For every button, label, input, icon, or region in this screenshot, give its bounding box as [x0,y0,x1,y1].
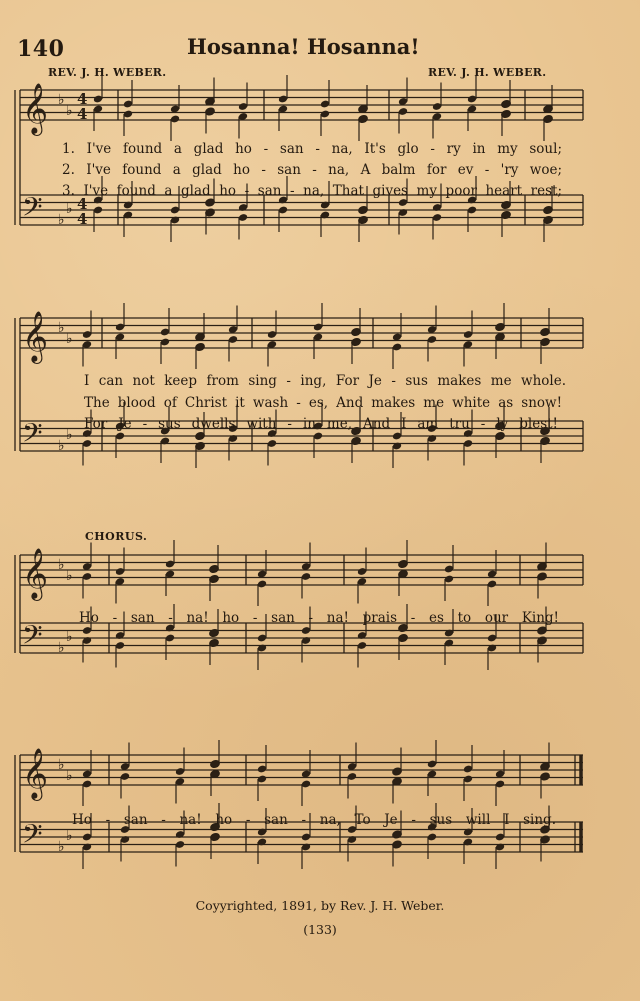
time-signature-top: 4 [77,90,88,108]
lyric-chorus-line-1: Ho - san - na! ho - san - na! prais - es to our King! [79,610,559,626]
flat-sign-icon: ♭ [58,557,65,573]
bass-clef-icon: 𝄢 [22,191,43,229]
flat-sign-icon: ♭ [58,438,65,454]
page-number: (133) [303,922,337,937]
flat-sign-icon: ♭ [66,629,73,645]
flat-sign-icon: ♭ [58,320,65,336]
flat-sign-icon: ♭ [66,568,73,584]
time-signature-bottom: 4 [77,105,88,123]
flat-sign-icon: ♭ [66,331,73,347]
flat-sign-icon: ♭ [66,768,73,784]
lyric-verse-2-line-1: 2. I've found a glad ho - san - na, A balm for ev - 'ry woe; [62,162,562,178]
flat-sign-icon: ♭ [66,201,73,217]
chorus-label: CHORUS. [85,530,148,543]
treble-clef-icon: 𝄞 [22,83,49,134]
flat-sign-icon: ♭ [58,839,65,855]
bass-clef-icon: 𝄢 [22,818,43,856]
time-signature-bottom: 4 [77,210,88,228]
lyric-verse-3-line-2: For Je - sus dwells with - in me, And I am tru - ly blest! [84,416,558,432]
treble-clef-icon: 𝄞 [22,548,49,599]
flat-sign-icon: ♭ [66,828,73,844]
lyric-verse-2-line-2: The blood of Christ it wash - es, And makes me white as snow! [84,395,562,411]
lyric-verse-3-line-1: 3. I've found a glad ho - san - na, That gives my poor heart rest; [62,183,562,199]
hymn-title: Hosanna! Hosanna! [187,34,420,59]
treble-clef-icon: 𝄞 [22,748,49,799]
lyric-chorus-line-2: Ho - san - na! ho - san - na, To Je - sus will I sing. [72,812,556,828]
flat-sign-icon: ♭ [66,427,73,443]
hymn-number: 140 [17,36,65,62]
time-signature-top: 4 [77,195,88,213]
flat-sign-icon: ♭ [58,757,65,773]
lyric-verse-1-line-1: 1. I've found a glad ho - san - na, It's glo - ry in my soul; [62,141,562,157]
music-credit: REV. J. H. WEBER. [428,66,547,79]
treble-clef-icon: 𝄞 [22,311,49,362]
bass-clef-icon: 𝄢 [22,619,43,657]
flat-sign-icon: ♭ [58,640,65,656]
flat-sign-icon: ♭ [58,92,65,108]
words-credit: REV. J. H. WEBER. [48,66,167,79]
flat-sign-icon: ♭ [66,103,73,119]
bass-clef-icon: 𝄢 [22,417,43,455]
flat-sign-icon: ♭ [58,212,65,228]
copyright-notice: Coyyrighted, 1891, by Rev. J. H. Weber. [195,898,445,913]
lyric-verse-1-line-2: I can not keep from sing - ing, For Je - sus makes me whole. [84,373,566,389]
